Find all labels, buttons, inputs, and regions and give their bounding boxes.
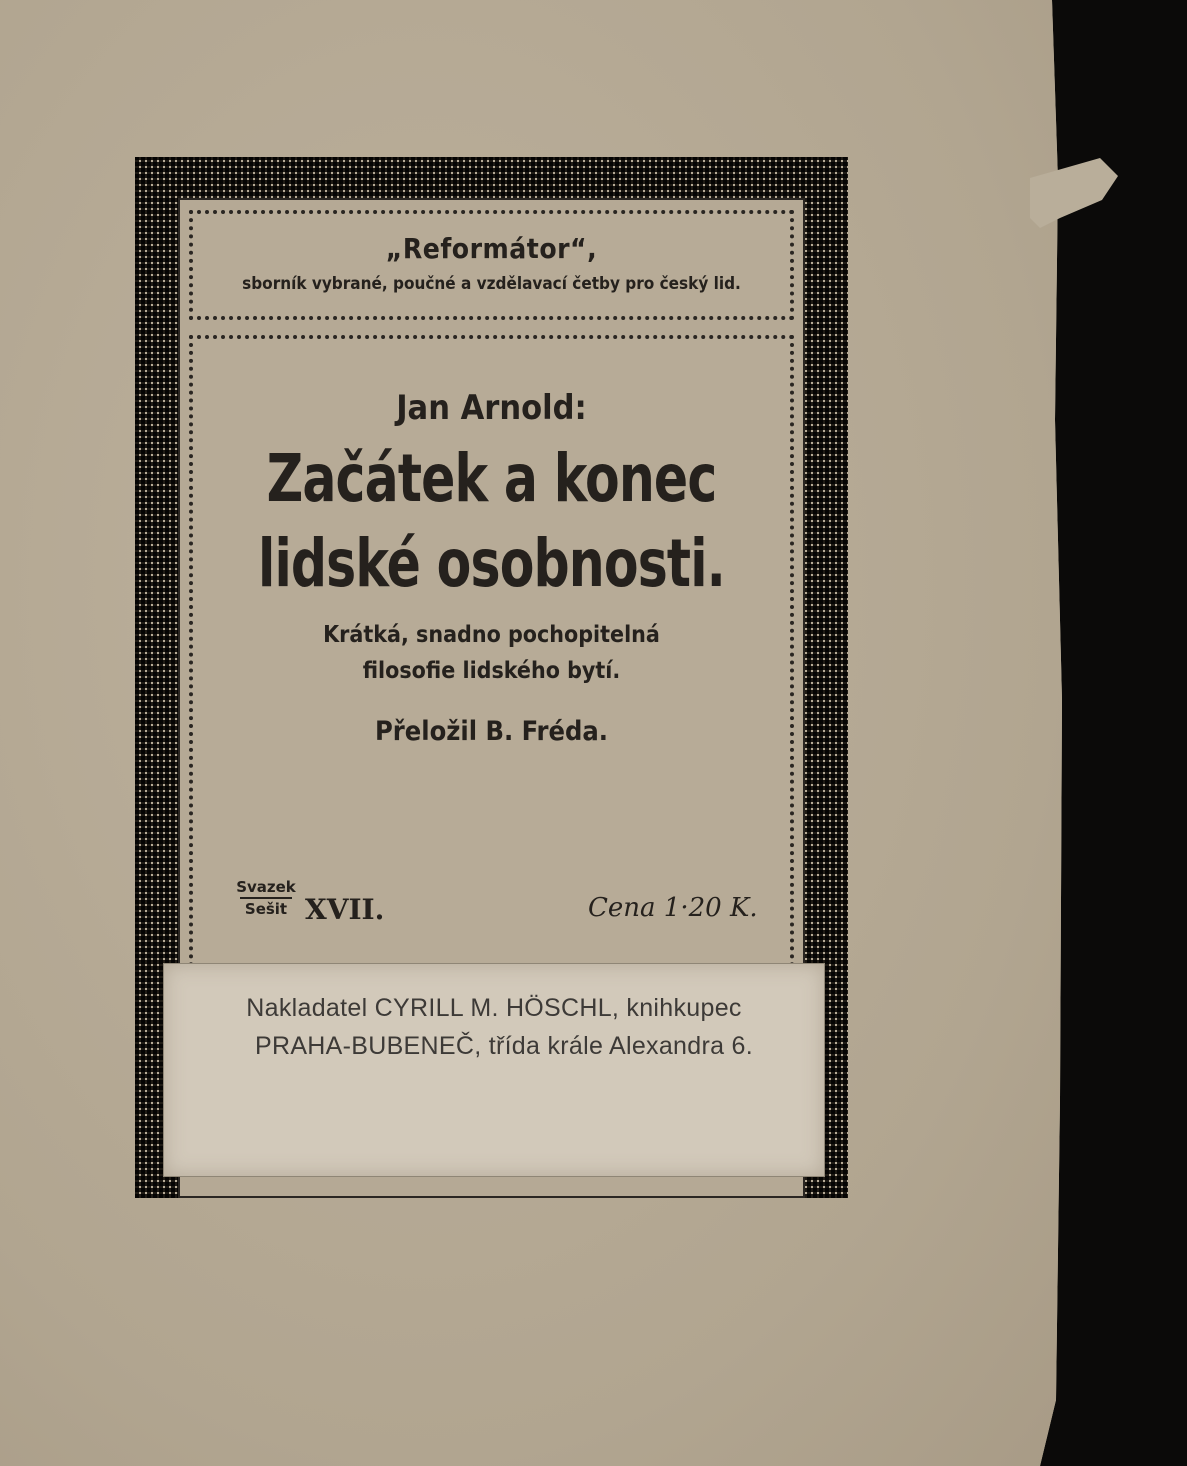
- price: Cena 1·20 K.: [588, 893, 758, 923]
- fraction-line: [240, 897, 292, 899]
- volume-number: XVII.: [305, 893, 385, 926]
- publisher-line-2: PRAHA-BUBENEČ, třída krále Alexandra 6.: [254, 1032, 753, 1060]
- volume-label: Svazek: [236, 878, 296, 896]
- translator-credit: Přeložil B. Fréda.: [374, 716, 609, 747]
- book-title-line-1: Začátek a konec: [266, 440, 717, 517]
- book-title-line-2: lidské osobnosti.: [258, 525, 725, 602]
- author-name: Jan Arnold:: [396, 388, 587, 428]
- subtitle-line-2: filosofie lidského bytí.: [362, 658, 621, 684]
- publisher-sticker: [163, 963, 825, 1177]
- subtitle-line-1: Krátká, snadno pochopitelná: [323, 622, 660, 648]
- volume-issue-labels: [236, 878, 296, 918]
- issue-label: Sešit: [244, 900, 288, 918]
- series-header-box: [189, 210, 794, 320]
- publisher-line-1: Nakladatel CYRILL M. HÖSCHL, knihkupec: [246, 994, 742, 1022]
- series-name: „Reformátor“,: [385, 232, 598, 265]
- series-subtitle: sborník vybrané, poučné a vzdělavací četby pro český lid.: [242, 274, 741, 294]
